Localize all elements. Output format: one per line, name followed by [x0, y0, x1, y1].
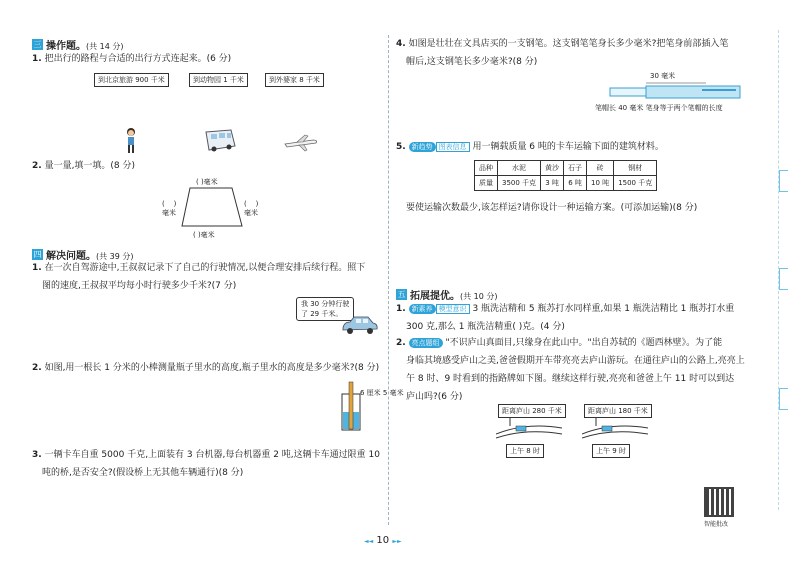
- question-text-line2: 300 克,那么 1 瓶洗洁精重( )克。(4 分): [406, 322, 565, 332]
- question-text: 把出行的路程与合适的出行方式连起来。(6 分): [44, 54, 232, 64]
- question-text-line2: 身临其境感受庐山之美,爸爸假期开车带亮亮去庐山游玩。在通往庐山的公路上,亮亮上: [406, 356, 745, 366]
- materials-table: [474, 160, 657, 191]
- question-text-line3: 午 8 时、9 时看到的指路牌如下图。继续这样行驶,亮亮和爸爸上午 11 时可以到达: [406, 374, 735, 384]
- page-number: 10: [376, 535, 390, 546]
- pen-dimension: 30 毫米: [650, 72, 676, 80]
- section-five-header: [396, 284, 498, 303]
- question-text: 如图,用一根长 1 分米的小棒测量瓶子里水的高度,瓶子里水的高度是多少毫米?(8 分): [44, 363, 380, 373]
- table-cell: 1500 千克: [614, 176, 657, 191]
- pen-figure: [606, 80, 746, 104]
- table-cell: 3500 千克: [498, 176, 541, 191]
- model-tag: 模型意识: [436, 304, 470, 314]
- question-text-line4: 庐山吗?(6 分): [406, 392, 463, 402]
- section-badge: 四: [33, 250, 42, 259]
- chart-info-tag: 图表信息: [436, 142, 470, 152]
- trip-box-zoo[interactable]: 到动物园 1 千米: [189, 73, 248, 87]
- question-number: 5.: [396, 142, 406, 152]
- problem-1: [32, 262, 365, 293]
- pen-caption: 笔帽长 40 毫米 笔身等于两个笔帽的长度: [595, 104, 723, 112]
- question-text-line2: 帽后,这支钢笔长多少毫米?(8 分): [406, 57, 538, 67]
- label-left[interactable]: ( ) 毫米: [162, 200, 177, 217]
- question-2: [32, 160, 135, 173]
- airplane-icon[interactable]: [283, 134, 319, 152]
- section-title: 拓展提优。: [410, 291, 460, 302]
- question-text-line1: 3 瓶洗洁精和 5 瓶苏打水同样重,如果 1 瓶洗洁精比 1 瓶苏打水重: [472, 304, 735, 314]
- question-number: 4.: [396, 39, 406, 49]
- section-badge: 三: [33, 40, 42, 49]
- question-text-line1: "不识庐山真面目,只缘身在此山中。"出自苏轼的《题西林壁》。为了能: [445, 338, 723, 348]
- section-four-header: [32, 244, 134, 263]
- extension-1: [396, 303, 734, 334]
- table-cell: 品种: [475, 161, 498, 176]
- walking-person-icon[interactable]: [124, 127, 138, 155]
- time-label: 上午 8 时: [506, 444, 544, 458]
- car-icon: [340, 314, 380, 336]
- table-cell: 砖: [587, 161, 614, 176]
- table-cell: 6 吨: [564, 176, 587, 191]
- section-badge: 五: [397, 290, 406, 299]
- qr-code[interactable]: [704, 487, 734, 517]
- road-sign: 距离庐山 280 千米: [498, 404, 566, 418]
- table-cell: 石子: [564, 161, 587, 176]
- question-number: 1.: [396, 304, 406, 314]
- table-row: [475, 176, 657, 191]
- road-figure: [582, 418, 648, 440]
- table-cell: 质量: [475, 176, 498, 191]
- road-sign: 距离庐山 180 千米: [584, 404, 652, 418]
- qr-caption: 智能批改: [704, 521, 729, 528]
- question-number: 1.: [32, 263, 42, 273]
- question-number: 1.: [32, 54, 42, 64]
- question-text-line2: 吨的桥,是否安全?(假设桥上无其他车辆通行)(8 分): [42, 468, 244, 478]
- edge-marker: [779, 268, 788, 290]
- question-number: 2.: [32, 161, 42, 171]
- question-4: [396, 38, 728, 69]
- question-5-ask: 要使运输次数最少,该怎样运?请你设计一种运输方案。(可添加运输)(8 分): [406, 203, 698, 213]
- stick-measure-label: 6 厘米 5 毫米: [360, 389, 404, 397]
- table-row: [475, 161, 657, 176]
- table-cell: 钢材: [614, 161, 657, 176]
- trapezoid-figure: [180, 186, 244, 228]
- road-scene-1: [496, 404, 562, 460]
- road-figure: [496, 418, 562, 440]
- table-cell: 水泥: [498, 161, 541, 176]
- question-text-line2: 图的速度,王叔叔平均每小时行驶多少千米?(7 分): [42, 281, 237, 291]
- label-bottom[interactable]: ( )毫米: [193, 231, 215, 239]
- question-number: 2.: [32, 363, 42, 373]
- bus-icon[interactable]: [203, 128, 237, 154]
- label-right[interactable]: ( ) 毫米: [244, 200, 259, 217]
- section-three-header: [32, 34, 124, 53]
- edge-marker: [779, 170, 788, 192]
- extension-2: [396, 337, 745, 404]
- question-number: 3.: [32, 450, 42, 460]
- section-score: (共 14 分): [86, 42, 124, 51]
- literacy-tag: 新素养: [409, 304, 436, 314]
- trip-box-grandma[interactable]: 到外婆家 8 千米: [265, 73, 324, 87]
- question-text-line1: 在一次自驾游途中,王叔叔记录下了自己的行驶情况,以便合理安排后续行程。照下: [44, 263, 366, 273]
- table-cell: 黄沙: [541, 161, 564, 176]
- time-label: 上午 9 时: [592, 444, 630, 458]
- question-text: 量一量,填一填。(8 分): [44, 161, 136, 171]
- page-footer: [364, 535, 402, 546]
- prev-arrows-icon: ◄◄: [364, 538, 374, 545]
- question-5: [396, 141, 664, 154]
- highlight-tag: 亮点题组: [409, 338, 443, 348]
- trend-tag: 新趋势: [409, 142, 436, 152]
- edge-marker: [779, 388, 788, 410]
- column-divider: [388, 35, 389, 525]
- section-title: 操作题。: [46, 41, 86, 52]
- question-number: 2.: [396, 338, 406, 348]
- road-scene-2: [582, 404, 648, 460]
- table-cell: 3 吨: [541, 176, 564, 191]
- question-text-line1: 一辆卡车自重 5000 千克,上面装有 3 台机器,每台机器重 2 吨,这辆卡车通过限重 10: [44, 450, 380, 460]
- label-top[interactable]: ( )毫米: [196, 178, 218, 186]
- section-score: (共 10 分): [460, 292, 498, 301]
- speech-bubble: 我 30 分钟行驶 了 29 千米。: [296, 297, 354, 321]
- problem-2: [32, 362, 379, 375]
- question-1: [32, 53, 231, 66]
- question-text: 用一辆载质量 6 吨的卡车运输下面的建筑材料。: [472, 142, 664, 152]
- question-text-line1: 如图是壮壮在文具店买的一支钢笔。这支钢笔笔身长多少毫米?把笔身前部插入笔: [408, 39, 729, 49]
- section-title: 解决问题。: [46, 251, 96, 262]
- table-cell: 10 吨: [587, 176, 614, 191]
- next-arrows-icon: ►►: [392, 538, 402, 545]
- section-score: (共 39 分): [96, 252, 134, 261]
- problem-3: [32, 449, 380, 480]
- trip-box-beijing[interactable]: 到北京旅游 900 千米: [94, 73, 169, 87]
